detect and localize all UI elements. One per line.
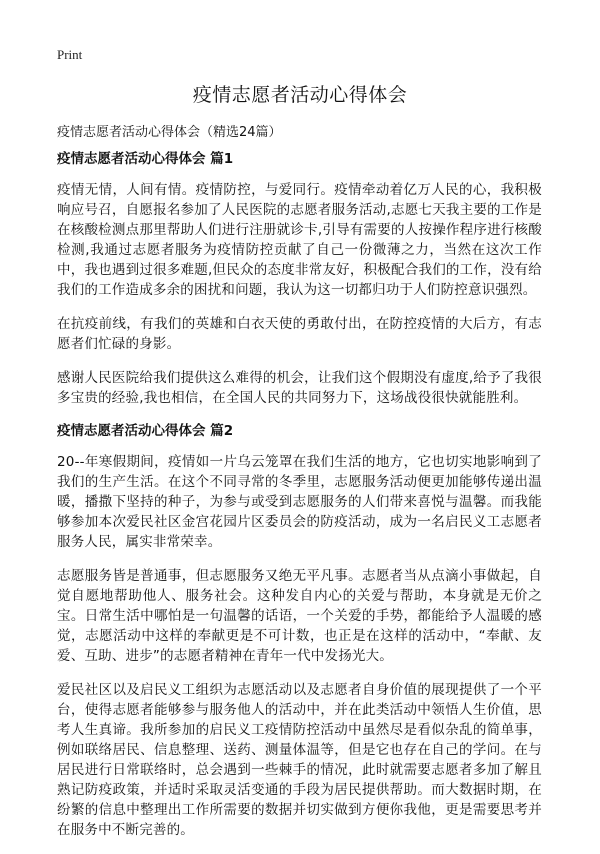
section-heading: 疫情志愿者活动心得体会 篇1: [57, 151, 234, 167]
paragraph: 爱民社区以及启民义工组织为志愿活动以及志愿者自身价值的展现提供了一个平台，使得志愿者能够参与服务他人的活动中，并在此类活动中领悟人生价值，思考人生真谛。我所参加的启民义工疫情防控活动中虽然尽是看似杂乱的简单事，例如联络居民、信息整理、送药、测量体温等，但是它也存在自己的学问。在与居民进行日常联络时，总会遇到一些棘手的情况，此时就需要志愿者多加了解且熟记防疫政策，并适时采取灵活变通的手段为居民提供帮助。而大数据时期，在纷繁的信息中整理出工作所需要的数据并切实做到方便你我他，更是需要思考并在服务中不断完善的。: [57, 682, 542, 838]
paragraph: 在抗疫前线，有我们的英雄和白衣天使的勇敢付出，在防控疫情的大后方，有志愿者们忙碌的身影。: [57, 316, 542, 352]
print-link[interactable]: Print: [57, 47, 83, 62]
paragraph: 疫情无情，人间有情。疫情防控，与爱同行。疫情牵动着亿万人民的心，我积极响应号召，自愿报名参加了人民医院的志愿者服务活动,志愿七天我主要的工作是在核酸检测点那里帮助人们进行注册就诊卡,引导有需要的人按操作程序进行核酸检测,我通过志愿者服务为疫情防控贡献了自己一份微薄之力，当然在这次工作中，我也遇到过很多难题,但民众的态度非常友好，积极配合我们的工作，没有给我们的工作造成多余的困扰和问题，我认为这一切都归功于人们防控意识强烈。: [57, 182, 542, 298]
article-section-1: [57, 150, 542, 408]
section-heading: 疫情志愿者活动心得体会 篇2: [57, 423, 234, 439]
document-subtitle: 疫情志愿者活动心得体会（精选24篇）: [57, 125, 282, 140]
document-body: [57, 150, 542, 854]
page-title: 疫情志愿者活动心得体会: [192, 84, 408, 106]
article-section-2: [57, 422, 542, 840]
paragraph: 志愿服务皆是普通事，但志愿服务又绝无平凡事。志愿者当从点滴小事做起，自觉自愿地帮助他人、服务社会。这种发自内心的关爱与帮助，本身就是无价之宝。日常生活中哪怕是一句温馨的话语，一个关爱的手势，都能给予人温暖的感觉，志愿活动中这样的奉献更是不可计数，也正是在这样的活动中，“奉献、友爱、互助、进步”的志愿者精神在青年一代中发扬光大。: [57, 568, 542, 664]
paragraph: 20--年寒假期间，疫情如一片乌云笼罩在我们生活的地方，它也切实地影响到了我们的生产生活。在这个不同寻常的冬季里，志愿服务活动便更加能够传递出温暖，播撒下坚持的种子，为参与或受到志愿服务的人们带来喜悦与温馨。而我能够参加本次爱民社区金宫花园片区委员会的防疫活动，成为一名启民义工志愿者服务人民，属实非常荣幸。: [57, 454, 542, 550]
paragraph: 感谢人民医院给我们提供这么难得的机会，让我们这个假期没有虚度,给予了我很多宝贵的经验,我也相信，在全国人民的共同努力下，这场战役很快就能胜利。: [57, 370, 542, 406]
